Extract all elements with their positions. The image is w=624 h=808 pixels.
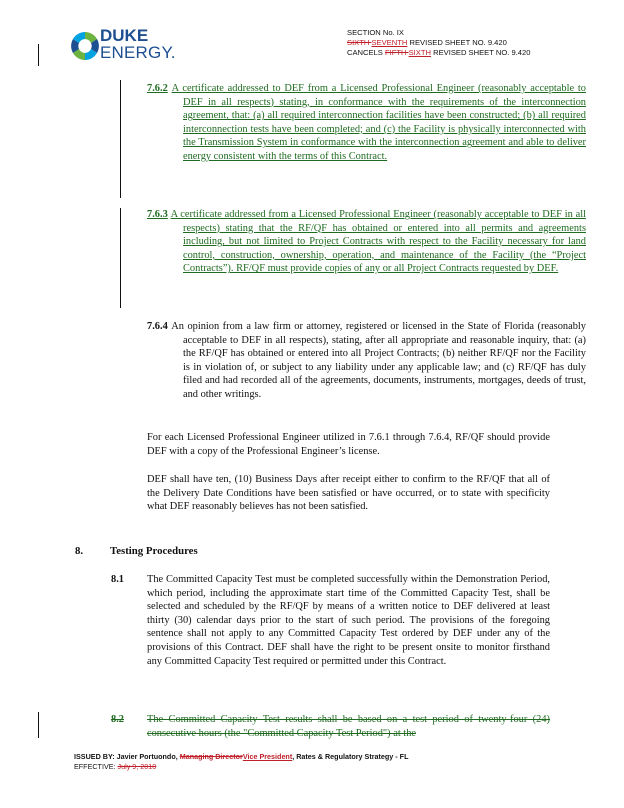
issued-by-rest: , Rates & Regulatory Strategy - FL — [292, 752, 409, 761]
issued-by-inserted: Vice President — [242, 752, 293, 761]
paragraph-number: 7.6.2 — [147, 83, 168, 94]
paragraph-text: A certificate addressed from a Licensed Professional Engineer (reasonably acceptable to DEF in all respects) stating that the RF/QF has obtained or entered into all permits and agreements including, but not limited to Project Contracts with respect to the Facility necessary for land control, construction, ownership, operation, and maintenance of the Facility (the “Project Contracts”). RF/QF must provide copies of any or all Project Contracts requested by DEF. — [170, 209, 586, 275]
section-number-8: 8. — [75, 545, 84, 557]
issued-by-label: ISSUED BY: Javier Portuondo, — [74, 752, 180, 761]
logo-line-2: ENERGY. — [100, 43, 176, 62]
section-title-testing: Testing Procedures — [110, 545, 198, 557]
paragraph-number: 7.6.3 — [147, 209, 168, 220]
change-bar — [120, 80, 121, 198]
paragraph-7-6-4 — [147, 320, 586, 402]
paragraph-text: An opinion from a law firm or attorney, registered or licensed in the State of Florida (reasonably acceptable to DEF in all respects), stating, after all appropriate and reasonable inquiry, that: (a) the RF/QF has obtained or entered into all Project Contracts; (b) neither RF/QF nor the Facility is in violation of, or subject to any liability under any applicable law; and (c) RF/QF has duly filed and had recorded all of the agreements, documents, instruments, mortgages, deeds of trust, and other writings. — [171, 321, 586, 400]
change-bar — [38, 44, 39, 66]
issued-by-line — [74, 752, 408, 762]
paragraph-8-1: The Committed Capacity Test must be completed successfully within the Demonstration Period, which period, including the approximate start time of the Committed Capacity Test, shall be selected and scheduled by the RF/QF by means of a written notice to DEF delivered at least thirty (30) calendar days prior to the start of such period. The provisions of the foregoing sentence shall not apply to any Committed Capacity Test ordered by DEF under any of the provisions of this Contract. DEF shall have the right to be present onsite to monitor firsthand any Committed Capacity Test required or permitted under this Contract. — [147, 574, 550, 667]
paragraph-delivery-date: DEF shall have ten, (10) Business Days after receipt either to confirm to the RF/QF that all of the Delivery Date Conditions have been satisfied or have occurred, or to state with specificity what DEF reasonably believes has not been satisfied. — [147, 474, 550, 513]
paragraph-7-6-3 — [147, 208, 586, 276]
revision-line — [347, 38, 530, 48]
issued-by-deleted: Managing Director — [179, 752, 243, 761]
paragraph-engineer-license: For each Licensed Professional Engineer utilized in 7.6.1 through 7.6.4, RF/QF should provide DEF with a copy of the Professional Engineer’s license. — [147, 432, 550, 457]
page-footer — [74, 752, 408, 772]
cancels-deleted: FIFTH — [384, 48, 409, 57]
logo-wordmark — [100, 27, 176, 61]
effective-label: EFFECTIVE: — [74, 762, 118, 771]
revision-inserted: SEVENTH — [371, 38, 408, 47]
effective-deleted: July 9, 2010 — [117, 762, 157, 771]
cancels-line — [347, 48, 530, 58]
section-number: SECTION No. IX — [347, 28, 404, 37]
paragraph-number-8-1: 8.1 — [111, 574, 124, 585]
change-bar — [38, 712, 39, 738]
paragraph-number: 7.6.4 — [147, 321, 168, 332]
cancels-inserted: SIXTH — [408, 48, 431, 57]
revision-rest: REVISED SHEET NO. 9.420 — [407, 38, 507, 47]
paragraph-8-2: The Committed Capacity Test results shall be based on a test period of twenty-four (24) consecutive hours (the "Committed Capacity Test Period") at the — [147, 714, 550, 739]
paragraph-number-8-2: 8.2 — [111, 714, 124, 725]
revision-deleted: SIXTH — [347, 38, 372, 47]
sheet-header — [347, 28, 530, 58]
paragraph-text: A certificate addressed to DEF from a Licensed Professional Engineer (reasonably acceptable to DEF in all respects) stating, in conformance with the requirements of the interconnection agreement, that: (a) all required interconnection facilities have been constructed; (b) all required interconnection tests have been completed; and (c) the Facility is physically interconnected with the Transmission System in conformance with the interconnection agreement and able to deliver energy consistent with the terms of this Contract. — [171, 83, 586, 162]
change-bar — [120, 208, 121, 308]
effective-line — [74, 762, 408, 772]
paragraph-7-6-2 — [147, 82, 586, 164]
logo-line-1: DUKE — [100, 26, 149, 45]
cancels-prefix: CANCELS — [347, 48, 385, 57]
cancels-rest: REVISED SHEET NO. 9.420 — [430, 48, 531, 57]
